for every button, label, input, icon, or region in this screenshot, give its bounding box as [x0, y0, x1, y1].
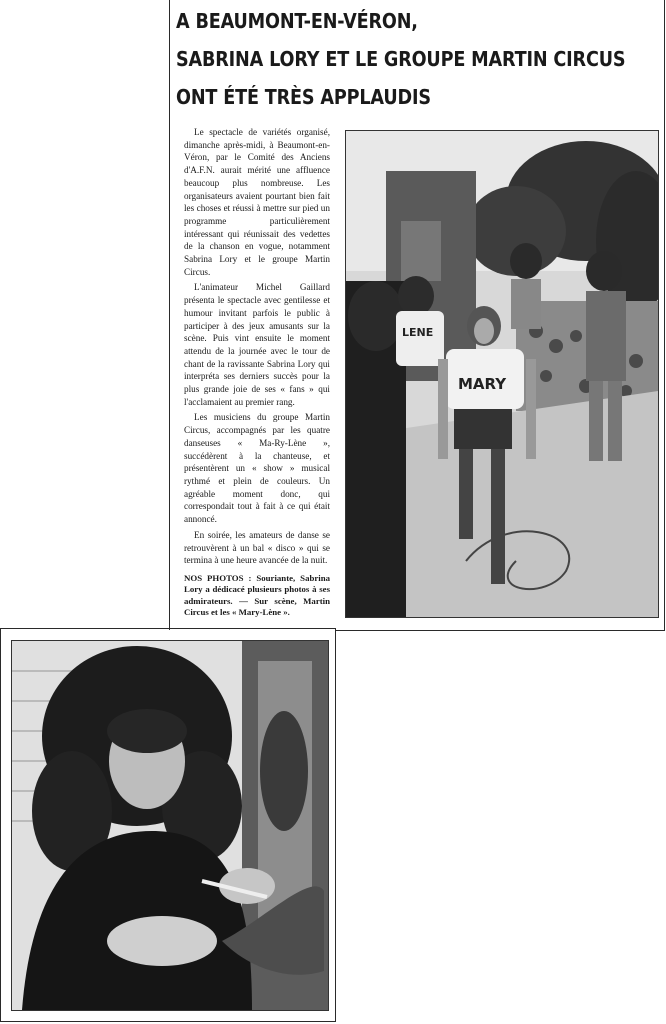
shirt-lettering-main: MARY	[458, 375, 507, 393]
portrait-photo	[11, 640, 329, 1011]
stage-photo	[345, 130, 659, 618]
article-paragraph: Le spectacle de variétés organisé, dimanche après-midi, à Beaumont-en-Véron, par le Comité des Anciens d'A.F.N. aurait mérité une affluence beaucoup plus nombreuse. Les organisateurs avaient pourtant bien fait les choses et réussi à mettre sur pied un programme particulièrement intéressant qui réunissait des vedettes de la chanson en vogue, notamment Sabrina Lory et le groupe Martin Circus.	[184, 127, 330, 277]
column-rule-left	[169, 0, 170, 630]
portrait-photo-illustration	[12, 641, 328, 1010]
section-rule-top	[0, 628, 336, 629]
stage-photo-illustration	[346, 131, 658, 617]
portrait-rule-right	[335, 628, 336, 1022]
article-paragraph: En soirée, les amateurs de danse se retrouvèrent à un bal « disco » qui se termina à une heure avancée de la nuit.	[184, 529, 330, 566]
article-paragraph: L'animateur Michel Gaillard présenta le spectacle avec gentilesse et humour invitant parfois le public à participer à des jeux amusants sur la scène. Puis vint ensuite le moment attendu de la journée avec le tour de chant de la ravissante Sabrina Lory qui interpréta ses derniers succès pour la plus grande joie de ses « fans » qui l'acclamaient au premier rang.	[184, 282, 330, 407]
portrait-rule-left	[0, 628, 1, 1022]
portrait-rule-bottom	[0, 1021, 336, 1022]
headline-line-2: SABRINA LORY ET LE GROUPE MARTIN CIRCUS	[176, 47, 626, 71]
photo-caption: NOS PHOTOS : Souriante, Sabrina Lory a dédicacé plusieurs photos à ses admirateurs. — Sur scène, Martin Circus et les « Mary-Lène ».	[184, 572, 330, 618]
section-rule-bottom	[335, 630, 665, 631]
article-body	[184, 126, 330, 622]
column-rule-right	[664, 0, 665, 630]
headline-line-1: A BEAUMONT-EN-VÉRON,	[176, 9, 418, 33]
article-paragraph: Les musiciens du groupe Martin Circus, accompagnés par les quatre danseuses « Ma-Ry-Lène », succédèrent à la chanteuse, et présentèrent un « show » musical rythmé et plein de couleurs. Un agréable moment donc, qui correspondait tout à fait à ce qui était annoncé.	[184, 412, 330, 525]
headline-line-3: ONT ÉTÉ TRÈS APPLAUDIS	[176, 85, 431, 109]
shirt-lettering-left: LENE	[402, 326, 434, 339]
headline	[176, 2, 626, 116]
